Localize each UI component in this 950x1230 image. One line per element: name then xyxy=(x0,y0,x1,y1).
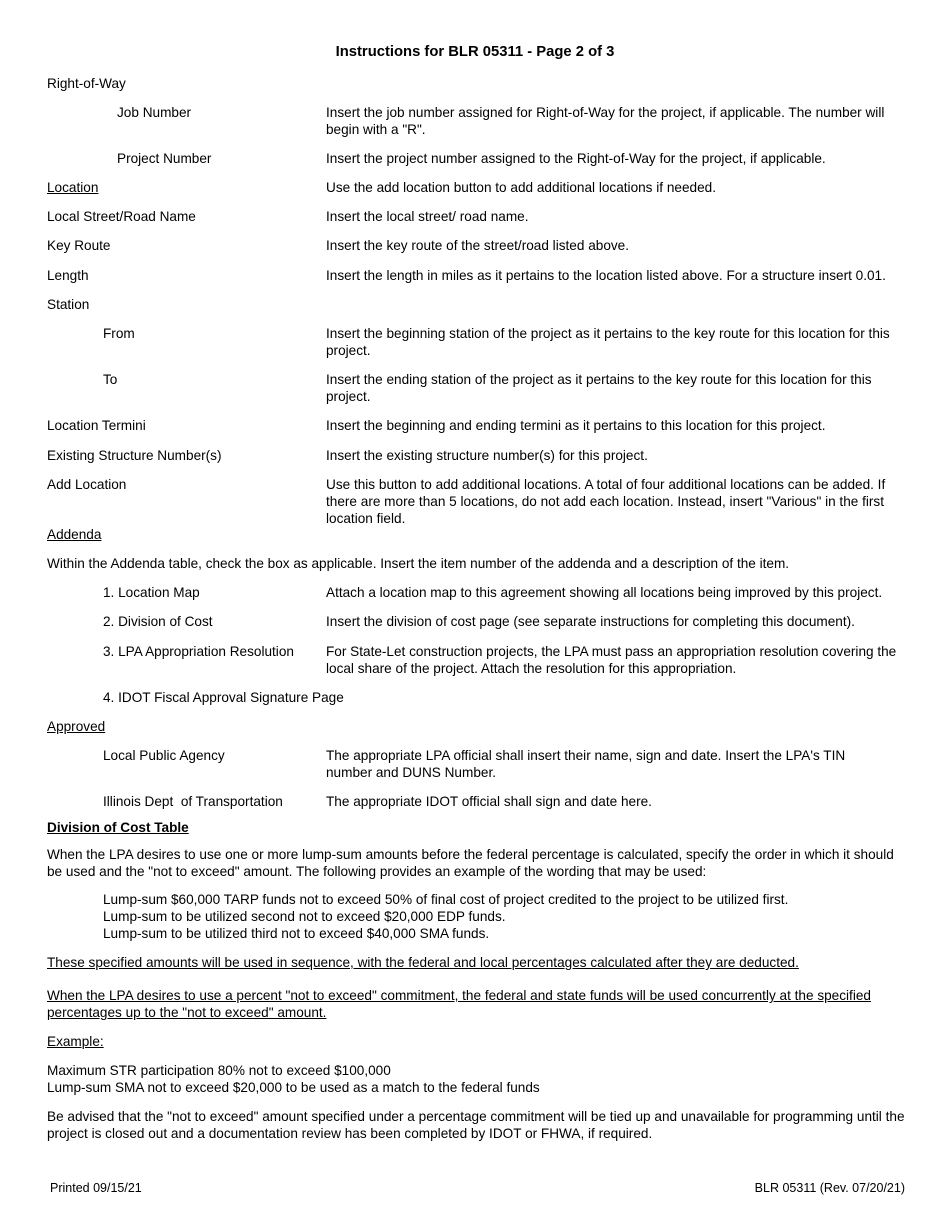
idot-desc: The appropriate IDOT official shall sign and date here. xyxy=(326,794,652,809)
division-of-cost-desc: Insert the division of cost page (see separate instructions for completing this document). xyxy=(326,614,855,629)
from-desc: Insert the beginning station of the project as it pertains to the key route for this location for this project. xyxy=(326,326,890,358)
to-label: To xyxy=(103,372,118,387)
from-label: From xyxy=(103,326,135,341)
lpa-resolution-desc: For State-Let construction projects, the LPA must pass an appropriation resolution covering the local share of the project. Attach the resolution for this appropriation. xyxy=(326,644,897,676)
termini-desc: Insert the beginning and ending termini as it pertains to this location for this project. xyxy=(326,418,826,433)
street-label: Local Street/Road Name xyxy=(47,209,196,224)
location-map-desc: Attach a location map to this agreement showing all locations being improved by this project. xyxy=(326,585,883,600)
street-desc: Insert the local street/ road name. xyxy=(326,209,529,224)
form-number: BLR 05311 (Rev. 07/20/21) xyxy=(754,1181,905,1195)
division-paragraph-1: When the LPA desires to use one or more lump-sum amounts before the federal percentage is calculated, specify the order in which it should be used and the "not to exceed" amount. The following provides an example of the wording that may be used: xyxy=(47,847,894,879)
addenda-intro: Within the Addenda table, check the box as applicable. Insert the item number of the addenda and a description of the item. xyxy=(47,556,790,571)
idot-label: Illinois Dept of Transportation xyxy=(103,794,283,809)
key-route-label: Key Route xyxy=(47,238,111,253)
location-map-label: 1. Location Map xyxy=(103,585,200,600)
addenda-heading: Addenda xyxy=(47,527,102,542)
project-number-desc: Insert the project number assigned to the Right-of-Way for the project, if applicable. xyxy=(326,151,826,166)
structure-label: Existing Structure Number(s) xyxy=(47,448,222,463)
add-location-label: Add Location xyxy=(47,477,127,492)
division-of-cost-label: 2. Division of Cost xyxy=(103,614,213,629)
lump-sum-line-2: Lump-sum to be utilized second not to exceed $20,000 EDP funds. xyxy=(103,909,506,924)
job-number-desc: Insert the job number assigned for Right-of-Way for the project, if applicable. The number will begin with a "R". xyxy=(326,105,885,137)
length-desc: Insert the length in miles as it pertains to the location listed above. For a structure insert 0.01. xyxy=(326,268,886,283)
example-line-1: Maximum STR participation 80% not to exceed $100,000 xyxy=(47,1063,391,1078)
structure-desc: Insert the existing structure number(s) for this project. xyxy=(326,448,648,463)
division-heading: Division of Cost Table xyxy=(47,820,189,835)
row-heading: Right-of-Way xyxy=(47,76,126,91)
division-paragraph-4: Be advised that the "not to exceed" amount specified under a percentage commitment will be tied up and unavailable for programming until the project is closed out and a documentation review has been completed by IDOT or FHWA, if required. xyxy=(47,1109,905,1141)
termini-label: Location Termini xyxy=(47,418,146,433)
division-paragraph-3: When the LPA desires to use a percent "not to exceed" commitment, the federal and state funds will be used concurrently at the specified percentages up to the "not to exceed" amount. xyxy=(47,988,871,1020)
printed-date: Printed 09/15/21 xyxy=(50,1181,142,1195)
location-heading: Location xyxy=(47,180,99,195)
page-title: Instructions for BLR 05311 - Page 2 of 3 xyxy=(335,44,615,60)
approved-heading: Approved xyxy=(47,719,106,734)
length-label: Length xyxy=(47,268,89,283)
division-paragraph-2: These specified amounts will be used in sequence, with the federal and local percentages calculated after they are deducted. xyxy=(47,955,799,970)
lump-sum-line-1: Lump-sum $60,000 TARP funds not to exceed 50% of final cost of project credited to the project to be utilized first. xyxy=(103,892,789,907)
to-desc: Insert the ending station of the project as it pertains to the key route for this location for this project. xyxy=(326,372,872,404)
job-number-label: Job Number xyxy=(117,105,192,120)
idot-signature-label: 4. IDOT Fiscal Approval Signature Page xyxy=(103,690,344,705)
key-route-desc: Insert the key route of the street/road listed above. xyxy=(326,238,630,253)
local-agency-label: Local Public Agency xyxy=(103,748,225,763)
lump-sum-line-3: Lump-sum to be utilized third not to exceed $40,000 SMA funds. xyxy=(103,926,490,941)
example-label: Example: xyxy=(47,1034,104,1049)
local-agency-desc: The appropriate LPA official shall insert their name, sign and date. Insert the LPA's TIN number and DUNS Number. xyxy=(326,748,846,780)
lpa-resolution-label: 3. LPA Appropriation Resolution xyxy=(103,644,294,659)
location-heading-desc: Use the add location button to add additional locations if needed. xyxy=(326,180,716,195)
example-line-2: Lump-sum SMA not to exceed $20,000 to be used as a match to the federal funds xyxy=(47,1080,540,1095)
station-label: Station xyxy=(47,297,90,312)
project-number-label: Project Number xyxy=(117,151,212,166)
add-location-desc: Use this button to add additional locations. A total of four additional locations can be added. If there are more than 5 locations, do not add each location. Instead, insert "Various" in the first location field. xyxy=(326,477,886,526)
